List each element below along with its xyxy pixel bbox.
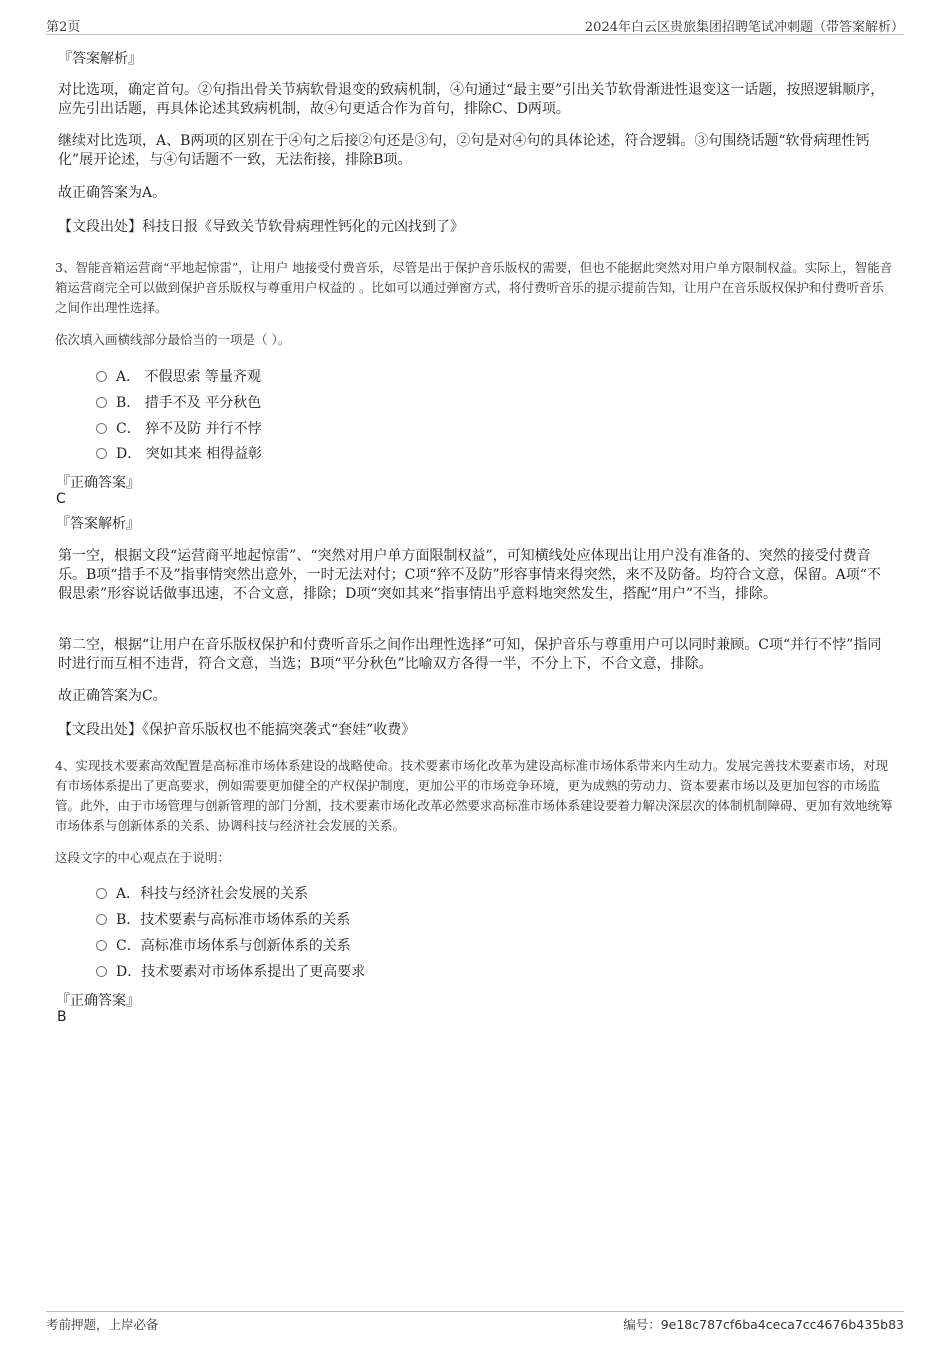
q3-answer: C [56,491,66,507]
q4-option-c[interactable] [96,936,351,956]
q3-option-a-label: A． 不假思索 等量齐观 [116,369,262,385]
q3-conclusion: 故正确答案为C。 [58,688,167,704]
q3-analysis-para2: 第二空，根据“让用户在音乐版权保护和付费听音乐之间作出理性选择”可知，保护音乐与尊重用户可以同时兼顾。C项“并行不悖”指同时进行而互相不违背，符合文意，当选；B项“平分秋色”比喻双方各得一半，不分上下，不合文意，排除。 [58,637,882,672]
page-number: 第2页 [46,20,81,35]
radio-icon[interactable] [96,888,107,899]
q4-option-d[interactable] [96,962,365,982]
radio-icon[interactable] [96,423,107,434]
q3-option-d[interactable] [96,444,262,464]
radio-icon[interactable] [96,397,107,408]
radio-icon[interactable] [96,940,107,951]
q3-stem: 3、智能音箱运营商“平地起惊雷”，让用户 地接受付费音乐，尽管是出于保护音乐版权的需要，但也不能据此突然对用户单方限制权益。实际上，智能音箱运营商完全可以做到保护音乐版权与尊重用户权益的 。比如可以通过弹窗方式，将付费听音乐的提示提前告知，让用户在音乐版权保护和付费听音乐之间作出理性选择。 [55,260,893,315]
q3-analysis-label: 『答案解析』 [56,516,140,532]
q2-source: 【文段出处】科技日报《导致关节软骨病理性钙化的元凶找到了》 [58,219,464,235]
q4-option-d-label: D．技术要素对市场体系提出了更高要求 [116,964,366,980]
q2-analysis-label: 『答案解析』 [58,51,142,67]
q4-answer-label: 『正确答案』 [56,993,140,1009]
page-header [46,14,904,35]
q4-option-c-label: C．高标准市场体系与创新体系的关系 [116,938,351,954]
footer-slogan: 考前押题，上岸必备 [46,1317,159,1332]
q3-option-b[interactable] [96,393,261,413]
footer-code-value: 9e18c787cf6ba4ceca7cc4676b435b83 [660,1317,904,1332]
page-footer [46,1311,904,1332]
q2-analysis-para2: 继续对比选项，A、B两项的区别在于④句之后接②句还是③句，②句是对④句的具体论述，符合逻辑。③句围绕话题“软骨病理性钙化”展开论述，与④句话题不一致，无法衔接，排除B项。 [58,133,870,168]
radio-icon[interactable] [96,914,107,925]
q4-stem: 4、实现技术要素高效配置是高标准市场体系建设的战略使命。技术要素市场化改革为建设高标准市场体系带来内生动力。发展完善技术要素市场，对现有市场体系提出了更高要求，例如需要更加健全的产权保护制度，更加公平的市场竞争环境，更为成熟的劳动力、资本要素市场以及更加包容的市场监管。此外，由于市场管理与创新管理的部门分割，技术要素市场化改革必然要求高标准市场体系建设要着力解决深层次的体制机制障碍、更加有效地统筹市场体系与创新体系的关系、协调科技与经济社会发展的关系。 [55,758,893,833]
q2-analysis-para1: 对比选项，确定首句。②句指出骨关节病软骨退变的致病机制，④句通过“最主要”引出关节软骨渐进性退变这一话题，按照逻辑顺序，应先引出话题，再具体论述其致病机制，故④句更适合作为首句，排除C、D两项。 [58,82,885,117]
q3-option-b-label: B． 措手不及 平分秋色 [116,395,262,411]
q4-option-a[interactable] [96,884,308,904]
radio-icon[interactable] [96,371,107,382]
q4-option-a-label: A．科技与经济社会发展的关系 [116,886,309,902]
q3-option-a[interactable] [96,367,261,387]
q3-analysis-para1: 第一空，根据文段“运营商平地起惊雷”、“突然对用户单方面限制权益”，可知横线处应体现出让用户没有准备的、突然的接受付费音乐。B项“措手不及”指事情突然出意外，一时无法对付；C项“猝不及防”形容事情来得突然，来不及防备。均符合文意，保留。A项“不假思索”形容说话做事迅速，不合文意，排除；D项“突如其来”指事情出乎意料地突然发生，搭配“用户”不当，排除。 [58,548,881,602]
q4-answer: B [57,1009,67,1025]
radio-icon[interactable] [96,448,107,459]
q4-option-b[interactable] [96,910,350,930]
q3-option-c-label: C． 猝不及防 并行不悖 [116,421,262,437]
footer-code [623,1315,904,1333]
q3-answer-label: 『正确答案』 [56,475,140,491]
q3-option-d-label: D． 突如其来 相得益彰 [116,446,263,462]
q3-source: 【文段出处】《保护音乐版权也不能搞突袭式“套娃”收费》 [58,722,416,738]
q4-option-b-label: B．技术要素与高标准市场体系的关系 [116,912,351,928]
radio-icon[interactable] [96,966,107,977]
q2-conclusion: 故正确答案为A。 [58,185,167,201]
document-title: 2024年白云区贵旅集团招聘笔试冲刺题（带答案解析） [584,20,904,35]
q3-option-c[interactable] [96,419,262,439]
q3-prompt: 依次填入画横线部分最恰当的一项是（ ）。 [55,332,291,347]
q4-prompt: 这段文字的中心观点在于说明： [55,850,231,865]
footer-code-label: 编号： [623,1317,661,1332]
